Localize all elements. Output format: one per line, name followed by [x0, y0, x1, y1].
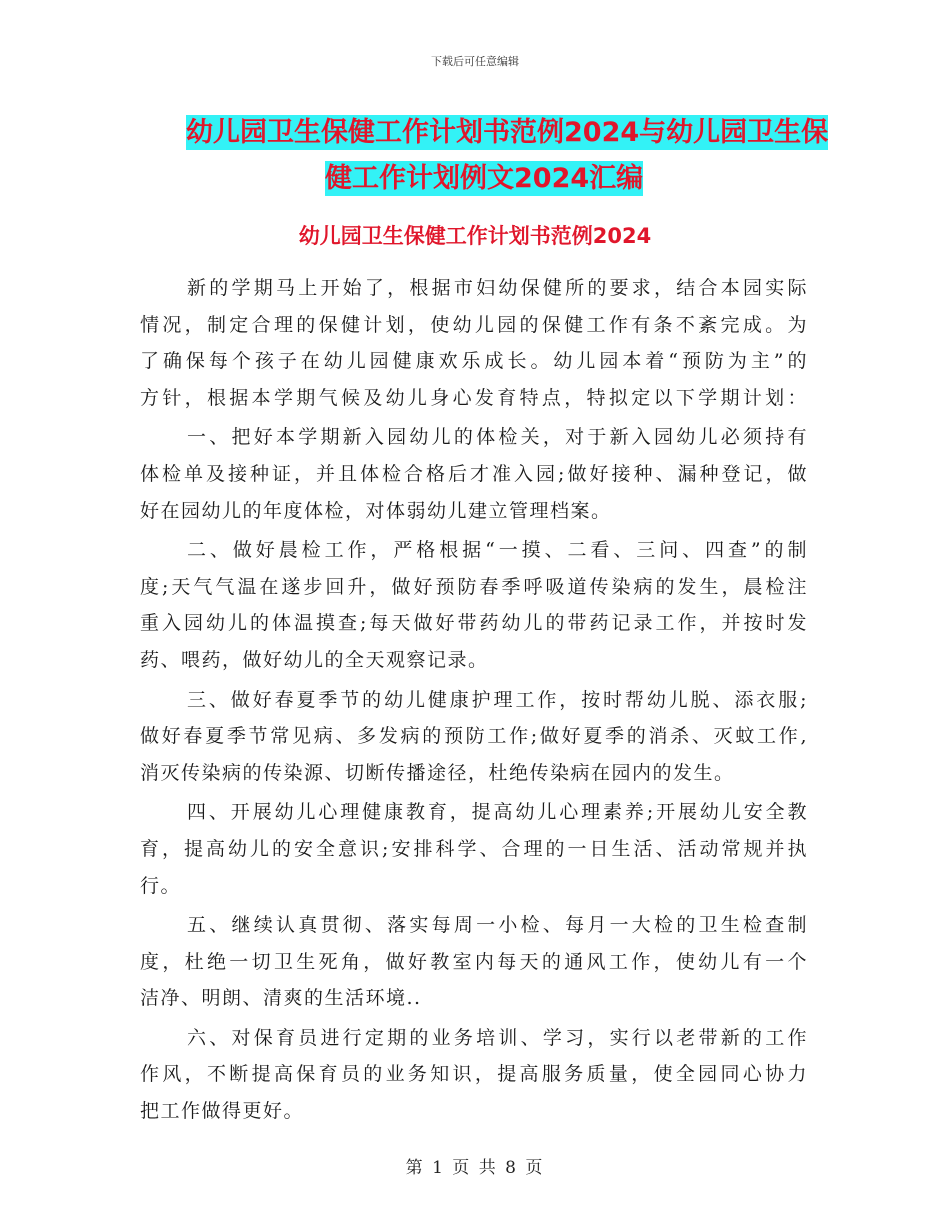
paragraph-line: 洁净、明朗、清爽的生活环境..: [140, 987, 422, 1010]
paragraph-line: 情况，制定合理的保健计划，使幼儿园的保健工作有条不紊完成。为: [140, 313, 808, 336]
header-note: 下载后可任意编辑: [431, 55, 519, 68]
document-title: [140, 110, 830, 202]
paragraph-line: 了确保每个孩子在幼儿园健康欢乐成长。幼儿园本着“预防为主”的: [140, 350, 808, 373]
document-title-line-1: 幼儿园卫生保健工作计划书范例2024与幼儿园卫生保: [186, 117, 829, 148]
paragraph-line: 方针，根据本学期气候及幼儿身心发育特点，特拟定以下学期计划：: [140, 386, 808, 409]
paragraph-item-1: [140, 419, 808, 529]
paragraph-line: 一、把好本学期新入园幼儿的体检关，对于新入园幼儿必须持有: [187, 426, 808, 449]
paragraph-line: 行。: [140, 874, 182, 897]
paragraph-line: 四、开展幼儿心理健康教育，提高幼儿心理素养;开展幼儿安全教: [187, 801, 808, 824]
paragraph-line: 六、对保育员进行定期的业务培训、学习，实行以老带新的工作: [187, 1026, 808, 1049]
paragraph-line: 好在园幼儿的年度体检，对体弱幼儿建立管理档案。: [140, 499, 612, 522]
paragraph-item-2: [140, 532, 808, 678]
paragraph-line: 育，提高幼儿的安全意识;安排科学、合理的一日生活、活动常规并执: [140, 837, 808, 860]
paragraph-line: 把工作做得更好。: [140, 1100, 305, 1123]
paragraph-line: 药、喂药，做好幼儿的全天观察记录。: [140, 648, 489, 671]
paragraph-line: 度，杜绝一切卫生死角，做好教室内每天的通风工作，使幼儿有一个: [140, 950, 808, 973]
document-title-line-2: 健工作计划例文2024汇编: [325, 163, 644, 194]
section-title: 幼儿园卫生保健工作计划书范例2024: [298, 224, 652, 248]
paragraph-line: 重入园幼儿的体温摸查;每天做好带药幼儿的带药记录工作，并按时发: [140, 612, 808, 635]
paragraph-line: 度;天气气温在遂步回升，做好预防春季呼吸道传染病的发生，晨检注: [140, 575, 808, 598]
paragraph-intro: [140, 270, 808, 416]
paragraph-line: 三、做好春夏季节的幼儿健康护理工作，按时帮幼儿脱、添衣服;: [187, 688, 808, 711]
paragraph-item-6: [140, 1020, 808, 1130]
paragraph-line: 做好春夏季节常见病、多发病的预防工作;做好夏季的消杀、灭蚊工作,: [140, 725, 808, 748]
paragraph-line: 二、做好晨检工作，严格根据“一摸、二看、三问、四查”的制: [187, 539, 808, 562]
paragraph-line: 消灭传染病的传染源、切断传播途径，杜绝传染病在园内的发生。: [140, 761, 735, 784]
paragraph-item-3: [140, 682, 808, 792]
paragraph-line: 新的学期马上开始了，根据市妇幼保健所的要求，结合本园实际: [187, 277, 808, 299]
paragraph-line: 五、继续认真贯彻、落实每周一小检、每月一大检的卫生检查制: [187, 914, 808, 937]
page-number-footer: 第 1 页 共 8 页: [405, 1158, 545, 1178]
paragraph-line: 作风，不断提高保育员的业务知识，提高服务质量，使全园同心协力: [140, 1063, 808, 1086]
paragraph-line: 体检单及接种证，并且体检合格后才准入园;做好接种、漏种登记，做: [140, 462, 808, 485]
paragraph-item-4: [140, 794, 808, 904]
document-body: [140, 270, 808, 1130]
paragraph-item-5: [140, 907, 808, 1017]
